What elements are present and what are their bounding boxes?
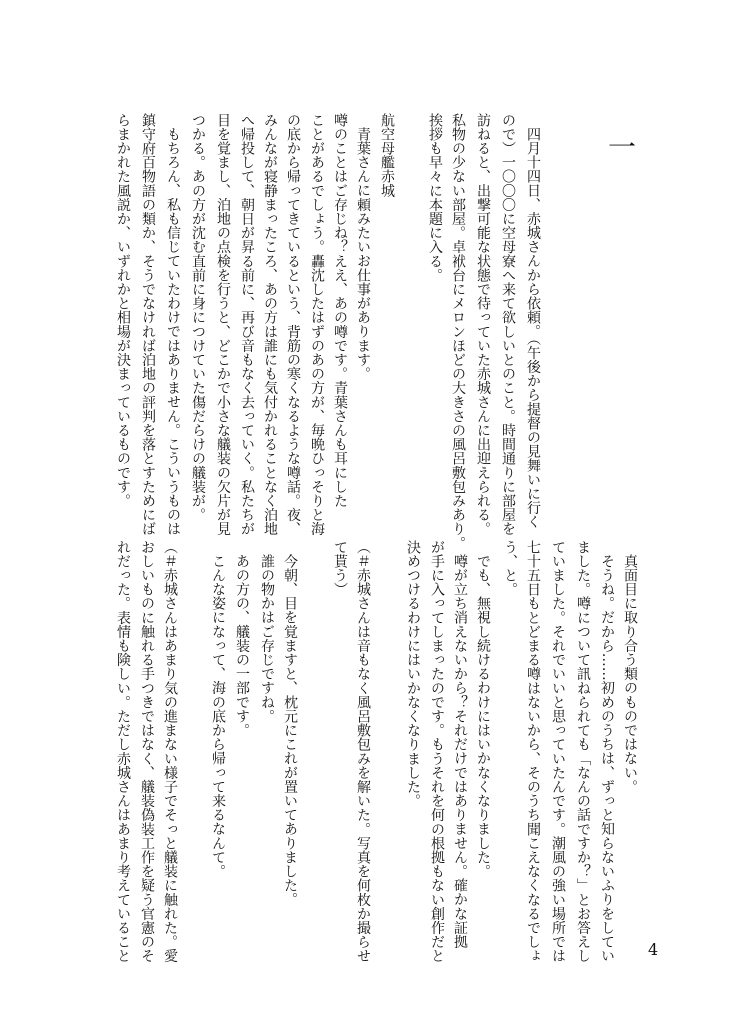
- text-column: 決めつけるわけにはいかなくなりました。: [405, 540, 421, 808]
- page-number: 4: [648, 940, 659, 959]
- text-column: 訪ねると、出撃可能な状態で待っていた赤城さんに出迎えられる。: [475, 113, 491, 536]
- text-column: ことがあるでしょう。轟沈したはずのあの方が、毎晩ひっそりと海: [309, 113, 325, 536]
- text-column: つかる。あの方が沈む直前に身につけていた傷だらけの艤装が。: [190, 113, 206, 522]
- text-column: 七十五日もとどまる噂はないから、そのうち聞こえなくなるでしょ: [525, 540, 541, 963]
- text-column: 噂のことはご存じね？ええ、あの噂です。青葉さんも耳にした: [332, 113, 348, 508]
- text-column: ました。噂について訊ねられても「なんの話ですか？」とお答えし: [575, 540, 591, 963]
- text-column: （＃赤城さんは音もなく風呂敷包みを解いた。写真を何枚か撮らせ: [355, 540, 371, 963]
- text-column: 誰の物かはご存じですね。: [259, 554, 275, 724]
- text-column: て貰う）: [332, 540, 348, 597]
- text-column: でも、無視し続けるわけにはいかなくなりました。: [475, 554, 491, 879]
- chapter-heading: 一: [604, 132, 637, 160]
- text-column: へ帰投して、朝日が昇る前に、再び音もなく去っていく。私たちが: [239, 113, 255, 536]
- speaker-name: 航空母艦赤城: [379, 113, 395, 198]
- text-column: 鎮守府百物語の類か、そうでなければ泊地の評判を落とすためにば: [140, 113, 156, 536]
- text-column: 四月十四日、赤城さんから依頼。（午後から提督の見舞いに行く: [525, 127, 541, 529]
- text-column: （＃赤城さんはあまり気の進まない様子でそっと艤装に触れた。愛: [162, 540, 178, 963]
- text-column: おしいものに触れる手つきではなく、艤装偽装工作を疑う官憲のそ: [139, 540, 155, 963]
- text-column: 挨拶も早々に本題に入る。: [427, 113, 443, 283]
- text-column: 噂が立ち消えないから？それだけではありません。確かな証拠: [452, 554, 468, 949]
- text-column: 今朝、目を覚ますと、枕元にこれが置いてありました。: [282, 554, 298, 907]
- text-column: ので）一〇〇〇に空母寮へ来て欲しいとのこと。時間通りに部屋を: [500, 113, 516, 536]
- text-column: こんな姿になって、海の底から帰って来るなんて。: [210, 554, 226, 879]
- text-column: が手に入ってしまったのです。もうそれを何の根拠もない創作だと: [429, 540, 445, 963]
- text-column: ていました。それでいいと思っていたんです。潮風の強い場所では: [550, 540, 566, 963]
- text-column: の底から帰ってきているという、背筋の寒くなるような噂話。夜、: [285, 113, 301, 536]
- text-column: みんなが寝静まったころ、あの方は誰にも気付かれることなく泊地: [262, 113, 278, 536]
- text-column: もちろん、私も信じていたわけではありません。こういうものは: [165, 127, 181, 536]
- text-column: らまかれた風説か、いずれかと相場が決まっているものです。: [115, 113, 131, 508]
- text-column: れだった。表情も険しい。ただし赤城さんはあまり考えていること: [115, 540, 131, 963]
- text-column: あの方の、艤装の一部です。: [234, 554, 250, 738]
- text-column: う、と。: [502, 540, 518, 597]
- text-column: 青葉さんに頼みたいお仕事があります。: [355, 127, 371, 381]
- text-column: 真面目に取り合う類のものではない。: [622, 554, 638, 794]
- text-column: 目を覚まし、泊地の点検を行うと、どこかで小さな艤装の欠片が見: [215, 113, 231, 536]
- text-column: 私物の少ない部屋。卓袱台にメロンほどの大きさの風呂敷包みあり。: [450, 113, 466, 551]
- text-column: そうね。だから……初めのうちは、ずっと知らないふりをしてい: [599, 554, 615, 963]
